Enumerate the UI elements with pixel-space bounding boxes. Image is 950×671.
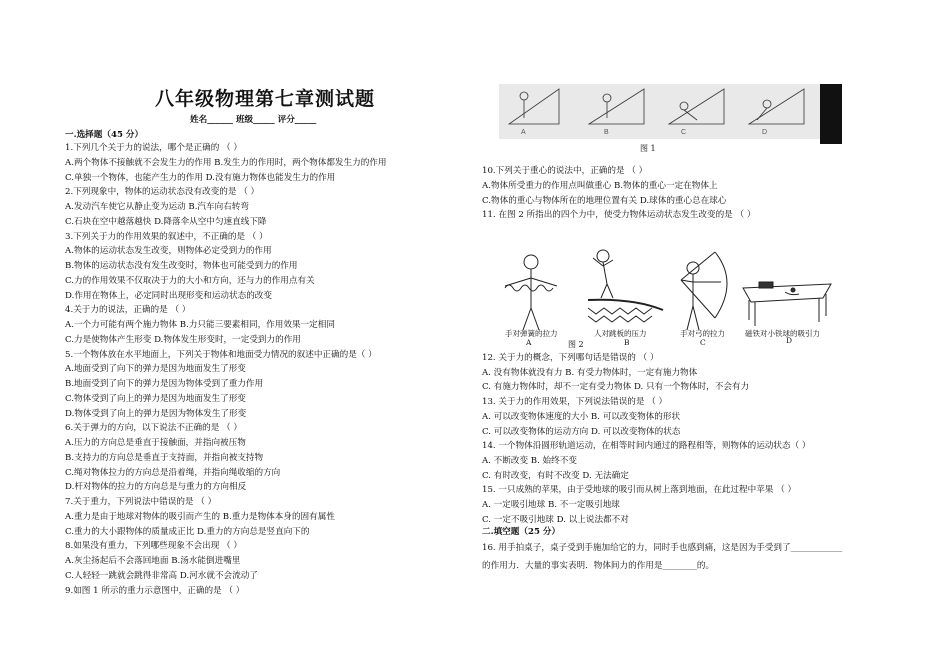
right-lower-line: A. 没有物体就没有力 B. 有受力物体时，一定有施力物体 [482,367,698,378]
figure-2-title: 图 2 [568,340,584,349]
left-lines-line: A.地面受到了向下的弹力是因为地面发生了形变 [65,364,246,375]
right-upper-line: 11. 在图 2 所指出的四个力中，使受力物体运动状态发生改变的是 （ ） [482,210,756,221]
left-lines-line: B.物体的运动状态没有发生改变时，物体也可能受到力的作用 [65,261,298,271]
left-lines-line: 9.如图 1 所示的重力示意图中，正确的是 （ ） [65,585,245,596]
left-lines-line: C.绳对物体拉力的方向总是沿着绳，并指向绳收缩的方向 [65,467,281,478]
right-lower-line: A. 可以改变物体速度的大小 B. 可以改变物体的形状 [482,411,681,422]
figure-1-svg [499,84,820,139]
left-lines-line: C.物体受到了向上的弹力是因为地面发生了形变 [65,393,246,404]
left-lines-line: C.单独一个物体，也能产生力的作用 D.没有施力物体也能发生力的作用 [65,172,336,183]
left-lines-line: A.两个物体不接触就不会发生力的作用 B.发生力的作用时，两个物体都发生力的作用 [65,157,387,168]
left-lines-line: 1.下列几个关于力的说法，哪个是正确的 （ ） [65,143,242,153]
question-16-line-1: 16. 用手拍桌子，桌子受到手施加给它的力，同时手也感到痛，这是因为手受到了____________ [482,543,843,553]
fig1-label-d: D [762,129,768,136]
right-lower-line: C. 有施力物体时，却不一定有受力物体 D. 只有一个物体时，不会有力 [482,382,750,393]
left-lines-line: A.重力是由于地球对物体的吸引而产生的 B.重力是物体本身的固有属性 [65,511,335,522]
left-lines-line: 5.一个物体放在水平地面上，下列关于物体和地面受力情况的叙述中正确的是（ ） [65,349,377,360]
left-lines-line: 2.下列现象中，物体的运动状态没有改变的是 （ ） [65,187,260,198]
left-lines-line: D.杆对物体的拉力的方向总是与重力的方向相反 [65,482,247,493]
section-fill-heading: 二.填空题（25 分） [482,527,561,537]
fig2-letter-c: C [700,338,706,347]
section-choice-heading: 一.选择题（45 分） [65,130,144,140]
figure-1-caption: 图 1 [640,144,656,153]
left-lines-line: C.人轻轻一跳就会跳得非常高 D.河水就不会流动了 [65,570,258,581]
left-lines-line: C.力的作用效果不仅取决于力的大小和方向，还与力的作用点有关 [65,275,315,286]
right-lower-line: C. 一定不吸引地球 D. 以上说法都不对 [482,514,629,525]
right-lower-line: 15. 一只成熟的苹果，由于受地球的吸引而从树上落到地面，在此过程中苹果 （ ） [482,485,797,496]
left-lines-line: 7.关于重力，下列说法中错误的是 （ ） [65,497,217,507]
left-lines-line: A.压力的方向总是垂直于接触面，并指向被压物 [65,438,246,448]
left-lines-line: C.石块在空中越落越快 D.降落伞从空中匀速直线下降 [65,216,267,227]
right-upper-line: C.物体的重心与物体所在的地理位置有关 D.球体的重心总在球心 [482,195,727,206]
fig2-letter-b: B [624,338,630,347]
left-lines-line: 3.下列关于力的作用效果的叙述中，不正确的是 （ ） [65,231,268,242]
fig2-caption-c: 手对弓的拉力 [680,329,725,338]
left-lines-line: 8.如果没有重力，下列哪些现象不会出现 （ ） [65,541,242,552]
left-lines-line: C.重力的大小跟物体的质量成正比 D.重力的方向总是竖直向下的 [65,526,310,537]
right-lower-line: 14. 一个物体沿圆形轨道运动，在相等时间内通过的路程相等，则物体的运动状态（ ） [482,441,811,452]
figure-2-svg [493,248,838,338]
fig2-caption-a: 手对弹簧的拉力 [505,329,558,338]
right-lower-line: A. 不断改变 B. 始终不变 [482,455,577,466]
question-16-line-2: 的作用力．大量的事实表明．物体间力的作用是________的。 [482,561,715,571]
right-upper-line: A.物体所受重力的作用点叫做重心 B.物体的重心一定在物体上 [482,180,718,191]
scan-dark-edge [820,84,842,144]
fig2-letter-d: D [786,336,793,345]
left-lines-line: 6.关于弹力的方向，以下说法不正确的是 （ ） [65,423,242,434]
fig2-letter-a: A [526,338,532,347]
left-lines-line: B.支持力的方向总是垂直于支持面，并指向被支持物 [65,452,264,463]
fig1-label-c: C [681,129,687,136]
left-lines-line: D.物体受到了向上的弹力是因为物体发生了形变 [65,408,247,419]
left-lines-line: 4.关于力的说法，正确的是 （ ） [65,305,191,316]
fig1-label-b: B [604,129,609,136]
right-upper-line: 10.下列关于重心的说法中，正确的是 （ ） [482,166,648,176]
left-lines-line: D.作用在物体上，必定同时出现形变和运动状态的改变 [65,290,272,301]
right-lower-line: C. 可以改变物体的运动方向 D. 可以改变物体的状态 [482,426,681,437]
right-lower-line: C. 有时改变，有时不改变 D. 无法确定 [482,470,629,481]
left-lines-line: A.物体的运动状态发生改变，则物体必定受到力的作用 [65,246,272,257]
fig1-label-a: A [521,129,526,136]
left-lines-line: A.发动汽车使它从静止变为运动 B.汽车向右转弯 [65,202,249,212]
right-lower-line: 13. 关于力的作用效果，下列说法错误的是 （ ） [482,397,668,408]
fig2-caption-b: 人对跳板的压力 [594,329,647,338]
fig2-caption-d: 磁铁对小铁球的吸引力 [745,329,820,338]
student-info-line: 姓名______ 班级_____ 评分_____ [190,115,317,125]
left-lines-line: A.灰尘扬起后不会落回地面 B.汤水能倒进嘴里 [65,556,241,566]
figure-1-gravity-diagrams [499,84,820,139]
page-title: 八年级物理第七章测试题 [155,88,376,110]
left-lines-line: B.地面受到了向下的弹力是因为物体受到了重力作用 [65,379,264,389]
left-lines-line: C.力是使物体产生形变 D.物体发生形变时，一定受到力的作用 [65,334,301,345]
right-lower-line: 12. 关于力的概念，下列哪句话是错误的 （ ） [482,353,659,363]
right-lower-line: A. 一定吸引地球 B. 不一定吸引地球 [482,500,620,510]
left-lines-line: A.一个力可能有两个施力物体 B.力只能三要素相同，作用效果一定相同 [65,320,335,330]
